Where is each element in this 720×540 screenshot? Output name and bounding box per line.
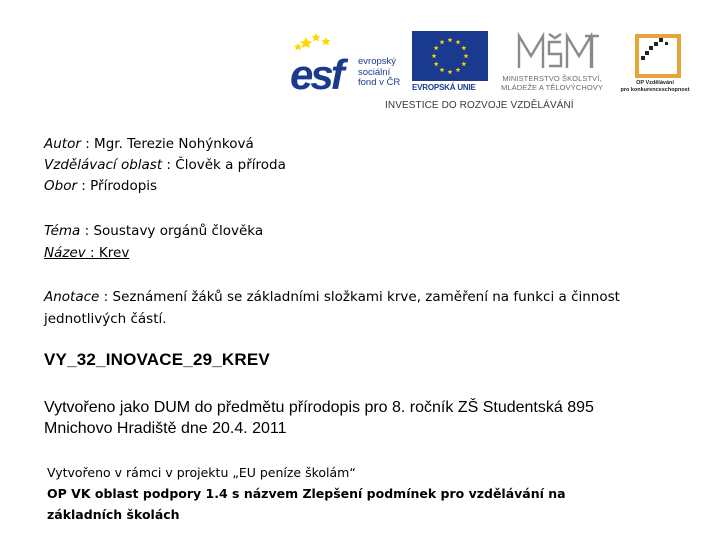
name-value: Krev	[98, 245, 130, 261]
subject-line: Obor : Přírodopis	[44, 178, 158, 194]
opvk-mark-icon	[623, 32, 695, 80]
opvk-caption-line: OP Vzdělávání	[636, 80, 674, 86]
esf-label-line: evropský	[358, 56, 397, 67]
author-value: Mgr. Terezie Nohýnková	[94, 136, 254, 152]
esf-label-line: fond v ČR	[358, 77, 401, 88]
dum-info	[44, 397, 704, 439]
msmt-caption-line: MLÁDEŽE A TĚLOVÝCHOVY	[501, 83, 603, 92]
project-info-line-bold: základních školách	[47, 507, 180, 522]
annotation-line: Anotace : Seznámení žáků se základními složkami krve, zaměření na funkci a činnost	[44, 289, 620, 305]
esf-label-line: sociální	[358, 66, 391, 78]
area-line: Vzdělávací oblast : Člověk a příroda	[44, 157, 286, 173]
area-label: Vzdělávací oblast	[44, 157, 163, 173]
investment-tagline: INVESTICE DO ROZVOJE VZDĚLÁVÁNÍ	[385, 100, 574, 111]
esf-logo	[288, 31, 406, 93]
eu-caption: EVROPSKÁ UNIE	[412, 83, 476, 92]
name-label: Název	[44, 245, 86, 261]
msmt-logo	[493, 28, 611, 96]
project-info-line-bold: OP VK oblast podpory 1.4 s názvem Zlepšení podmínek pro vzdělávání na	[47, 486, 566, 501]
material-code: VY_32_INOVACE_29_KREV	[44, 350, 270, 369]
dum-info-line: Vytvořeno jako DUM do předmětu přírodopis pro 8. ročník ZŠ Studentská 895	[44, 399, 594, 416]
msmt-caption	[489, 74, 615, 92]
dum-info-line: Mnichovo Hradiště dne 20.4. 2011	[44, 420, 287, 437]
esf-label	[358, 57, 400, 89]
msmt-caption-line: MINISTERSTVO ŠKOLSTVÍ,	[502, 74, 602, 83]
author-label: Autor	[44, 136, 81, 152]
name-line: Název : Krev	[44, 245, 130, 261]
svg-text:esf: esf	[290, 51, 342, 93]
msmt-mark-icon	[493, 28, 611, 74]
subject-label: Obor	[44, 178, 78, 194]
subject-value: Přírodopis	[90, 178, 158, 194]
eu-flag-icon	[412, 31, 488, 83]
project-info	[47, 462, 687, 525]
author-line: Autor : Mgr. Terezie Nohýnková	[44, 136, 254, 152]
opvk-caption-line: pro konkurenceschopnost	[620, 86, 690, 93]
logo-banner	[285, 28, 695, 118]
annotation-text: Seznámení žáků se základními složkami krve, zaměření na funkci a činnost	[112, 289, 620, 305]
esf-mark-icon	[288, 31, 358, 93]
annotation-label: Anotace	[44, 289, 100, 305]
topic-value: Soustavy orgánů člověka	[93, 223, 264, 239]
opvk-caption	[613, 80, 697, 93]
area-value: Člověk a příroda	[175, 157, 286, 173]
topic-label: Téma	[44, 223, 81, 239]
opvk-logo	[620, 32, 695, 100]
eu-logo	[412, 31, 488, 93]
project-info-line: Vytvořeno v rámci v projektu „EU peníze školám“	[47, 465, 356, 480]
annotation-text-continued: jednotlivých částí.	[44, 311, 167, 327]
topic-line: Téma : Soustavy orgánů člověka	[44, 223, 264, 239]
